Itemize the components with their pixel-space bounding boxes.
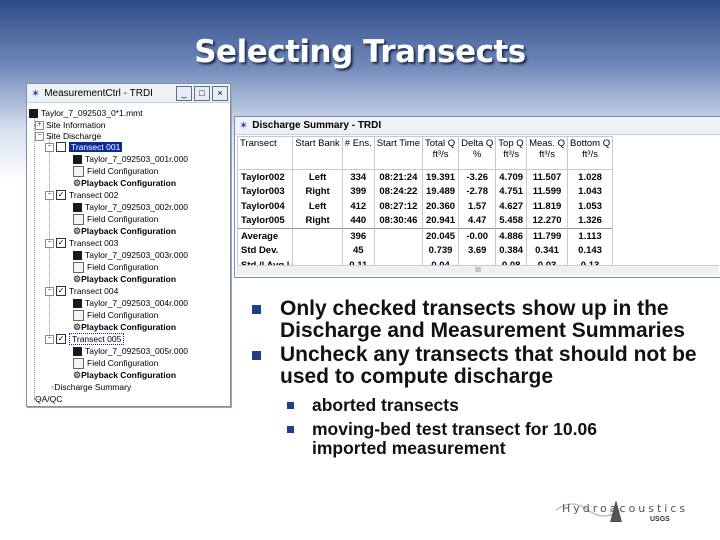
app-icon: ✶ [239,120,249,132]
tree-item-site-discharge[interactable]: Site Discharge [46,131,102,141]
data-file-icon [73,347,82,356]
column-header[interactable] [293,137,342,170]
table-cell [374,244,422,259]
minimize-button[interactable]: _ [176,86,192,101]
bullet-list [250,298,720,458]
column-name: Bottom Q [569,138,611,149]
table-cell: -2.78 [459,185,496,200]
tree-item-playback-configuration[interactable]: Playback Configuration [81,274,177,284]
collapse-icon[interactable]: − [45,191,54,200]
tree-item-transect-file[interactable]: Taylor_7_092503_002r.000 [85,202,189,212]
column-unit: ft³/s [503,149,520,160]
data-file-icon [73,203,82,212]
playback-icon: ⚙ [73,369,82,380]
tree-window-titlebar[interactable] [27,84,230,103]
transect-004-checkbox[interactable]: ✓ [57,286,65,295]
table-cell: 1.053 [567,199,612,214]
column-header[interactable] [459,137,496,170]
column-name: Delta Q [461,138,494,149]
table-cell: 412 [342,199,374,214]
table-cell: 0.739 [423,244,459,259]
column-name: Transect [240,138,277,149]
table-cell: Taylor003 [238,185,293,200]
tree-item-transect-003[interactable]: Transect 003 [69,238,119,248]
table-cell: 20.045 [423,229,459,244]
tree-item-playback-configuration[interactable]: Playback Configuration [81,322,177,332]
table-row[interactable] [238,170,613,185]
tree-item-field-configuration[interactable]: Field Configuration [87,358,159,368]
table-cell: Taylor004 [238,199,293,214]
column-header[interactable] [496,137,527,170]
data-file-icon [73,251,82,260]
column-header[interactable] [527,137,568,170]
column-unit: ft³/s [539,149,555,160]
transect-001-checkbox[interactable] [56,142,66,152]
tree-item-transect-file[interactable]: Taylor_7_092503_004r.000 [85,298,189,308]
config-icon [73,358,84,369]
column-name: Start Time [376,138,421,149]
table-row[interactable] [238,244,613,259]
tree-item-measurement-file[interactable]: Taylor_7_092503_0*1.mmt [41,108,143,118]
sub-bullet-text: aborted transects [312,395,459,415]
measurement-tree [29,105,228,404]
horizontal-scrollbar[interactable]: III [237,265,719,275]
table-cell: 19.489 [423,185,459,200]
table-cell: 19.391 [423,170,459,185]
tree-item-playback-configuration[interactable]: Playback Configuration [81,226,177,236]
tree-item-field-configuration[interactable]: Field Configuration [87,310,159,320]
table-cell: Taylor005 [238,214,293,229]
table-cell: 08:30:46 [374,214,422,229]
summary-icon: ◦ [51,382,55,392]
column-name: Top Q [498,138,524,149]
transect-002-checkbox[interactable]: ✓ [57,190,65,199]
table-cell: 08:21:24 [374,170,422,185]
column-name: # Ens. [344,138,372,149]
summary-window-title: Discharge Summary - TRDI [252,120,382,131]
table-row[interactable] [238,199,613,214]
table-cell: Left [293,199,342,214]
measurement-file-icon [29,109,38,118]
table-cell: 4.709 [496,170,527,185]
discharge-summary-table [237,136,613,273]
sub-bullet-item [250,396,720,415]
table-cell: 12.270 [527,214,568,229]
hydroacoustics-logo [552,490,692,530]
table-cell: 399 [342,185,374,200]
transect-003-checkbox[interactable]: ✓ [57,238,65,247]
table-cell: Taylor002 [238,170,293,185]
sub-bullet-text: moving-bed test transect for 10.06 imported measurement [312,419,597,458]
column-header[interactable] [374,137,422,170]
collapse-icon[interactable]: − [45,239,54,248]
tree-item-transect-file[interactable]: Taylor_7_092503_005r.000 [85,346,189,356]
table-cell: 11.799 [527,229,568,244]
tree-item-playback-configuration[interactable]: Playback Configuration [81,178,177,188]
table-cell: 11.599 [527,185,568,200]
playback-icon: ⚙ [73,273,82,284]
tree-item-transect-001[interactable]: Transect 001 [71,142,121,152]
table-cell: 45 [342,244,374,259]
tree-item-discharge-summary[interactable]: Discharge Summary [54,382,132,392]
column-name: Total Q [425,138,456,149]
table-cell: Left [293,170,342,185]
table-cell: 08:24:22 [374,185,422,200]
collapse-icon[interactable]: − [45,335,54,344]
slide-title: Selecting Transects [194,34,526,70]
table-cell: 11.819 [527,199,568,214]
tree-item-transect-file[interactable]: Taylor_7_092503_003r.000 [85,250,189,260]
column-unit: ft³/s [582,149,598,160]
tree-item-qaqc[interactable]: QA/QC [35,394,63,404]
column-header[interactable] [423,137,459,170]
maximize-button[interactable]: □ [194,86,210,101]
table-cell: Right [293,214,342,229]
table-row[interactable] [238,229,613,244]
bullet-square-icon [252,305,261,314]
tree-item-transect-002[interactable]: Transect 002 [69,190,119,200]
summary-window-titlebar[interactable] [235,117,720,135]
app-icon: ✶ [31,87,41,100]
table-row[interactable] [238,185,613,200]
table-cell: 20.941 [423,214,459,229]
table-cell: 20.360 [423,199,459,214]
bullet-text: Uncheck any transects that should not be used to compute discharge [280,343,697,388]
table-cell: 08:27:12 [374,199,422,214]
playback-icon: ⚙ [73,177,82,188]
bullet-square-icon [287,426,294,433]
table-cell: 0.341 [527,244,568,259]
table-cell: -0.00 [459,229,496,244]
table-cell: 440 [342,214,374,229]
bullet-item [250,344,720,388]
playback-icon: ⚙ [73,321,82,332]
collapse-icon[interactable]: − [45,143,54,152]
table-cell: 1.57 [459,199,496,214]
sub-bullet-item [250,420,652,458]
bullet-text: Only checked transects show up in the Discharge and Measurement Summaries [280,297,685,342]
expand-icon[interactable]: + [35,121,44,130]
table-cell: 4.886 [496,229,527,244]
table-cell [293,229,342,244]
table-cell: 396 [342,229,374,244]
bullet-item [250,298,720,342]
column-header[interactable] [238,137,293,170]
collapse-icon[interactable]: − [45,287,54,296]
table-cell: 1.043 [567,185,612,200]
tree-item-field-configuration[interactable]: Field Configuration [87,262,159,272]
table-cell: 11.507 [527,170,568,185]
column-unit: % [472,149,482,160]
data-file-icon [73,155,82,164]
column-unit: ft³/s [432,149,449,160]
measurement-control-window [26,83,231,407]
tree-item-field-configuration[interactable]: Field Configuration [87,214,159,224]
config-icon [73,262,84,273]
logo-text: Hydroacoustics [562,502,689,515]
tree-item-playback-configuration[interactable]: Playback Configuration [81,370,177,380]
data-file-icon [73,299,82,308]
table-cell: 334 [342,170,374,185]
playback-icon: ⚙ [73,225,82,236]
table-cell: Right [293,185,342,200]
tree-item-transect-file[interactable]: Taylor_7_092503_001r.000 [85,154,189,164]
table-cell: -3.26 [459,170,496,185]
logo-agency: USGS [650,516,670,523]
bullet-square-icon [287,402,294,409]
column-header[interactable] [342,137,374,170]
collapse-icon[interactable]: − [35,132,44,141]
tree-item-transect-005[interactable]: Transect 005 [69,333,124,345]
tree-item-site-information[interactable]: Site Information [46,120,106,130]
bullet-square-icon [252,351,261,360]
config-icon [73,310,84,321]
column-name: Meas. Q [529,138,565,149]
table-cell: 1.028 [567,170,612,185]
close-button[interactable]: × [212,86,228,101]
table-cell: 0.384 [496,244,527,259]
tree-item-field-configuration[interactable]: Field Configuration [87,166,159,176]
config-icon [73,166,84,177]
table-row[interactable] [238,214,613,229]
table-cell: Std Dev. [238,244,293,259]
table-cell: 1.326 [567,214,612,229]
tree-window-title: MeasurementCtrl - TRDI [44,87,153,99]
column-name: Start Bank [295,138,340,149]
table-cell: Average [238,229,293,244]
column-header[interactable] [567,137,612,170]
discharge-summary-window [234,116,720,278]
table-cell: 5.458 [496,214,527,229]
table-cell: 4.627 [496,199,527,214]
config-icon [73,214,84,225]
table-cell [374,229,422,244]
table-cell [293,244,342,259]
tree-item-transect-004[interactable]: Transect 004 [69,286,119,296]
table-cell: 1.113 [567,229,612,244]
table-cell: 0.143 [567,244,612,259]
transect-005-checkbox[interactable]: ✓ [57,334,65,343]
table-cell: 3.69 [459,244,496,259]
table-cell: 4.751 [496,185,527,200]
table-cell: 4.47 [459,214,496,229]
